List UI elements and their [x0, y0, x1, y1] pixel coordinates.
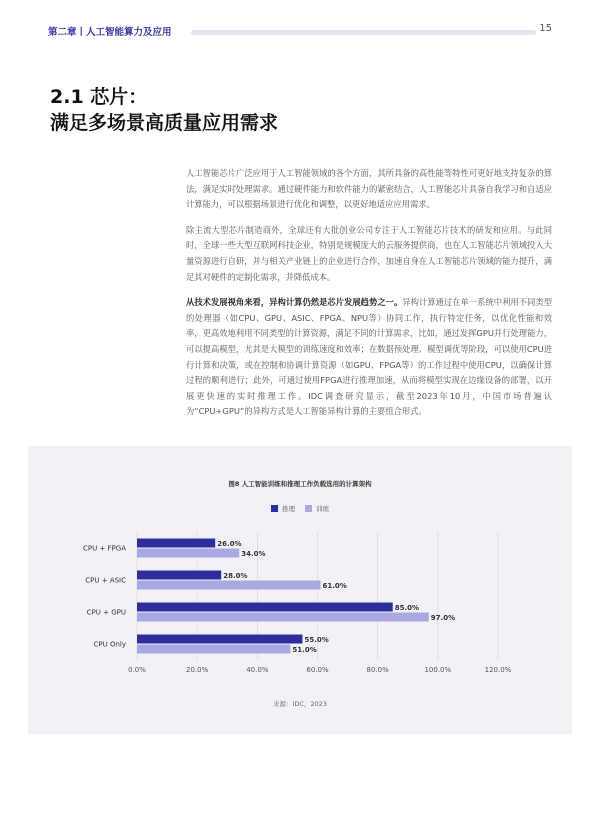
x-tick-label: 120.0%: [484, 666, 512, 674]
bar: [137, 571, 221, 580]
data-label: 97.0%: [430, 614, 456, 622]
category-label: CPU Only: [93, 640, 126, 649]
data-label: 28.0%: [223, 572, 248, 580]
paragraph-1: 人工智能芯片广泛应用于人工智能领域的各个方面，其所具备的高性能等特性可更好地支持复杂的算法，满足实时处理需求。通过硬件能力和软件能力的紧密结合，人工智能芯片具备自我学习和自适应计算能力，可以根据场景进行优化和调整，以更好地适应应用需求。: [186, 168, 552, 210]
legend-label-inference: 推理: [282, 505, 295, 513]
x-tick-label: 100.0%: [424, 666, 452, 674]
paragraph-3-lead: 从技术发展视角来看，异构计算仍然是芯片发展趋势之一。: [186, 297, 403, 308]
bar: [137, 603, 393, 612]
chart-title: 图8 人工智能训练和推理工作负载选用的计算架构: [228, 480, 372, 488]
data-label: 61.0%: [322, 582, 347, 590]
bar: [137, 645, 290, 654]
paragraph-3-body: 异构计算通过在单一系统中利用不同类型的处理器（如CPU、GPU、ASIC、FPGA、NPU等）协同工作，执行特定任务，以优化性能和效率，更高效地利用不同类型的计算资源，满足不同的计算需求，比如，通过发挥GPU并行处理能力，可以提高模型，尤其是大模型的训练速度和效率；在数据预处理、模型调优等阶段，可以使用CPU进行计算和决策，或在控制和协调计算资源（如GPU、FPGA等）的工作过程中使用CPU，以确保计算过程的顺利进行；此外，可通过使用FPGA进行推理加速，从而将模型实现在边缘设备的部署，以开展更快速的实时推理工作。IDC调查研究显示，截至2023年10月，中国市场普遍认为“CPU+GPU”的异构方式是人工智能异构计算的主要组合形式。: [186, 297, 552, 417]
bar: [137, 539, 215, 548]
category-label: CPU + ASIC: [85, 576, 126, 585]
bar: [137, 635, 302, 644]
category-label: CPU + GPU: [86, 608, 126, 617]
paragraph-2: 除主流大型芯片制造商外，全球还有大批创业公司专注于人工智能芯片技术的研发和应用。与此同时，全球一些大型互联网科技企业，特别是规模庞大的云服务提供商，也在人工智能芯片领域投入大量资源进行自研，并与相关产业链上的企业进行合作，加速自身在人工智能芯片领域的能力提升，满足其对硬件的定制化需求，并降低成本。: [186, 224, 552, 282]
x-tick-label: 60.0%: [306, 666, 329, 674]
chapter-title: 第二章丨人工智能算力及应用: [48, 27, 172, 38]
data-label: 26.0%: [217, 540, 242, 548]
data-label: 85.0%: [394, 604, 420, 612]
x-tick-label: 80.0%: [366, 666, 389, 674]
data-label: 34.0%: [241, 550, 266, 558]
data-label: 55.0%: [304, 636, 329, 644]
bar: [137, 581, 321, 590]
data-label: 51.0%: [292, 646, 317, 654]
chart-source: 来源：IDC，2023: [272, 700, 327, 708]
bar: [137, 613, 429, 622]
section-title-line2: 满足多场景高质量应用需求: [50, 112, 279, 134]
legend-label-training: 训练: [316, 505, 329, 513]
x-tick-label: 40.0%: [246, 666, 269, 674]
x-tick-label: 20.0%: [186, 666, 209, 674]
bar: [137, 549, 239, 558]
section-title-line1: 2.1 芯片：: [50, 86, 148, 108]
page-number: 15: [539, 23, 552, 34]
category-label: CPU + FPGA: [82, 544, 126, 553]
x-tick-label: 0.0%: [128, 666, 146, 674]
